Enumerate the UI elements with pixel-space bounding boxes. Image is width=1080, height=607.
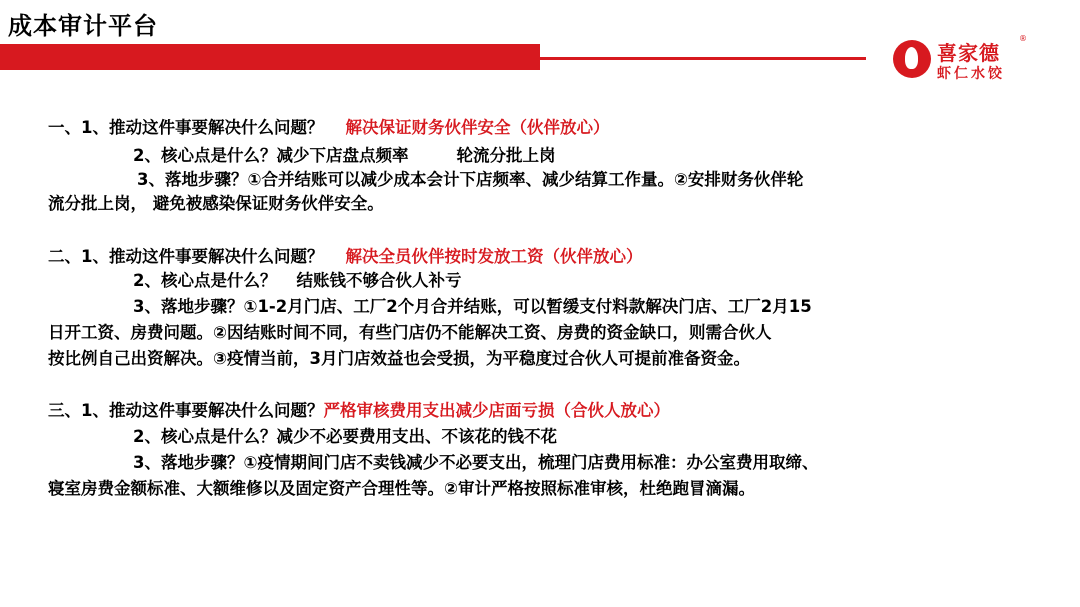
question-label: 三、1、推动这件事要解决什么问题？ (48, 401, 324, 420)
section-3-steps-line-2: 寝室房费金额标准、大额维修以及固定资产合理性等。②审计严格按照标准审核，杜绝跑冒滴漏。 (48, 479, 755, 498)
section-1-core-point (133, 146, 555, 166)
brand-name: 喜家德 (937, 41, 1000, 65)
question-label: 二、1、推动这件事要解决什么问题？ (48, 247, 324, 266)
title-red-line (540, 57, 866, 60)
question-answer: 解决保证财务伙伴安全（伙伴放心） (345, 118, 610, 137)
section-3-core-point (133, 427, 557, 447)
core-label: 2、核心点是什么？ (133, 271, 277, 290)
section-3-steps-line-1: 3、落地步骤？①疫情期间门店不卖钱减少不必要支出，梳理门店费用标准：办公室费用取缔、 (133, 453, 819, 472)
section-2-steps-line-1: 3、落地步骤？①1-2月门店、工厂2个月合并结账，可以暂缓支付料款解决门店、工厂2月15 (133, 297, 812, 316)
brand-subtitle: 虾仁水饺 (937, 66, 1005, 82)
section-1-steps-line-1: 3、落地步骤？①合并结账可以减少成本会计下店频率、减少结算工作量。②安排财务伙伴轮 (137, 170, 804, 189)
core-text: 结账钱不够合伙人补亏 (296, 271, 462, 290)
core-label: 2、核心点是什么？ (133, 427, 277, 446)
brand-registered-mark: ® (1019, 34, 1027, 43)
section-2-steps-line-3: 按比例自己出资解决。③疫情当前，3月门店效益也会受损，为平稳度过合伙人可提前准备资金。 (48, 349, 750, 368)
core-text: 减少下店盘点频率 (276, 146, 409, 165)
slide-title: 成本审计平台 (8, 12, 158, 40)
core-extra: 轮流分批上岗 (456, 146, 556, 165)
question-label: 一、1、推动这件事要解决什么问题？ (48, 118, 324, 137)
brand-logo (893, 34, 1033, 83)
question-answer: 严格审核费用支出减少店面亏损（合伙人放心） (323, 401, 670, 420)
core-label: 2、核心点是什么？ (133, 146, 277, 165)
section-2-steps-line-2: 日开工资、房费问题。②因结账时间不同，有些门店仍不能解决工资、房费的资金缺口，则需合伙人 (48, 323, 772, 342)
section-3-question (48, 401, 670, 421)
section-2-core-point (133, 271, 461, 291)
core-text: 减少不必要费用支出、不该花的钱不花 (276, 427, 557, 446)
question-answer: 解决全员伙伴按时发放工资（伙伴放心） (345, 247, 643, 266)
title-red-bar (0, 44, 540, 70)
section-2-question (48, 247, 642, 267)
section-1-steps-line-2: 流分批上岗， 避免被感染保证财务伙伴安全。 (48, 194, 384, 213)
section-1-question (48, 118, 609, 138)
brand-logo-icon (893, 40, 931, 78)
